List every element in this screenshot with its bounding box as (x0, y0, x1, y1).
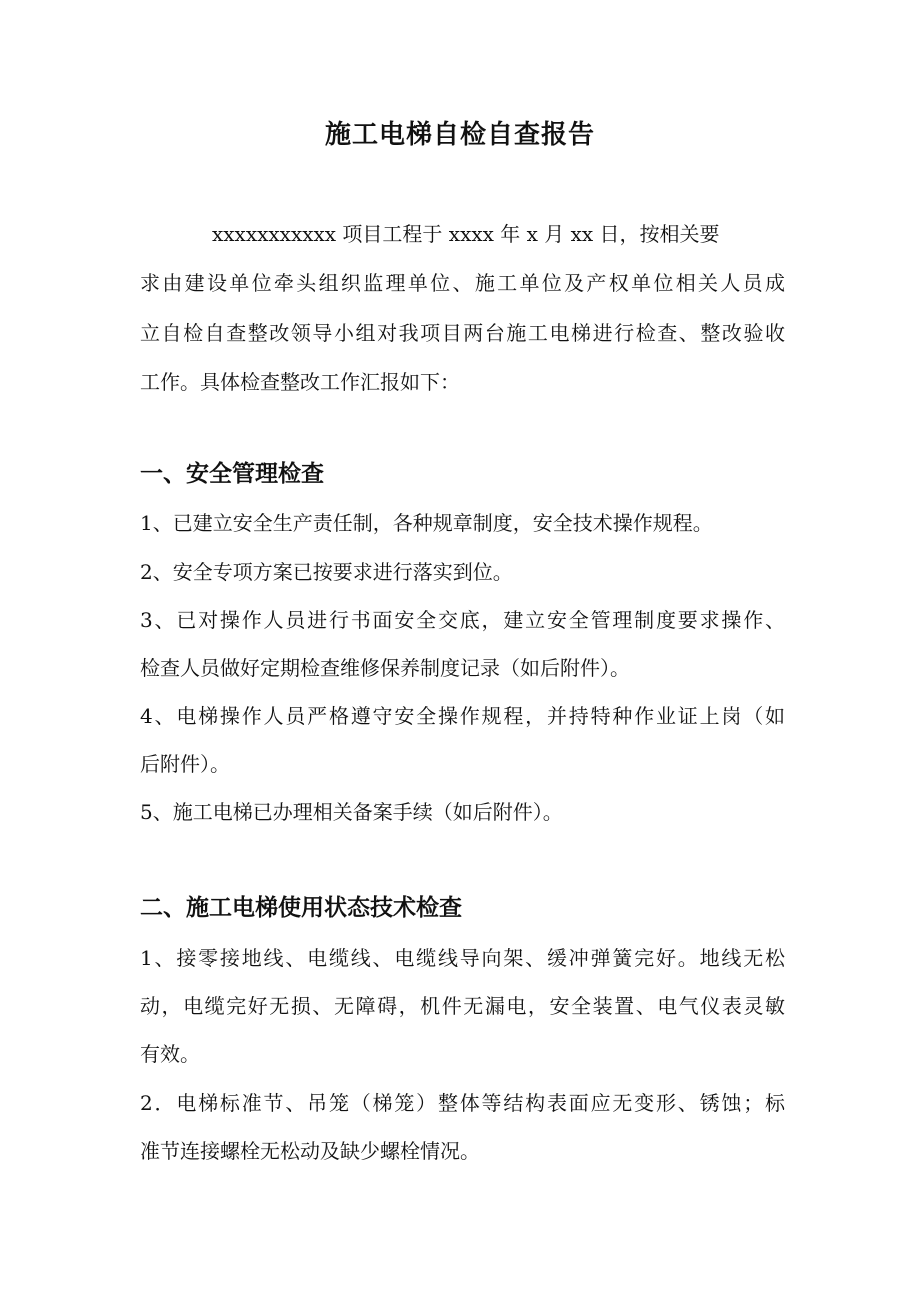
intro-line-2: 求由建设单位牵头组织监理单位、施工单位及产权单位相关人员成 (140, 271, 785, 295)
section-1-line-3: 3、已对操作人员进行书面安全交底，建立安全管理制度要求操作、 (140, 608, 785, 632)
section-2-line-5: 准节连接螺栓无松动及缺少螺栓情况。 (140, 1139, 480, 1163)
section-1-line-4: 检查人员做好定期检查维修保养制度记录（如后附件）。 (140, 656, 630, 680)
section-1-heading: 一、安全管理检查 (140, 461, 324, 487)
intro-line-1: xxxxxxxxxxx 项目工程于 xxxx 年 x 月 xx 日，按相关要 (212, 222, 720, 246)
intro-line-3: 立自检自查整改领导小组对我项目两台施工电梯进行检查、整改验收 (140, 321, 785, 345)
intro-line-4: 工作。具体检查整改工作汇报如下： (140, 370, 460, 394)
section-1-line-2: 2、安全专项方案已按要求进行落实到位。 (140, 560, 513, 584)
section-1-line-7: 5、施工电梯已办理相关备案手续（如后附件）。 (140, 800, 563, 824)
section-1-line-6: 后附件）。 (140, 752, 230, 776)
section-2-heading: 二、施工电梯使用状态技术检查 (140, 895, 462, 921)
section-2-line-2: 动，电缆完好无损、无障碍，机件无漏电，安全装置、电气仪表灵敏 (140, 994, 785, 1018)
section-1-line-5: 4、电梯操作人员严格遵守安全操作规程，并持特种作业证上岗（如 (140, 704, 785, 728)
section-2-line-1: 1、接零接地线、电缆线、电缆线导向架、缓冲弹簧完好。地线无松 (140, 946, 785, 970)
section-2-line-4: 2．电梯标准节、吊笼（梯笼）整体等结构表面应无变形、锈蚀；标 (140, 1091, 785, 1115)
section-2-line-3: 有效。 (140, 1042, 200, 1066)
section-1-line-1: 1、已建立安全生产责任制，各种规章制度，安全技术操作规程。 (140, 511, 713, 535)
document-title: 施工电梯自检自查报告 (324, 120, 595, 150)
